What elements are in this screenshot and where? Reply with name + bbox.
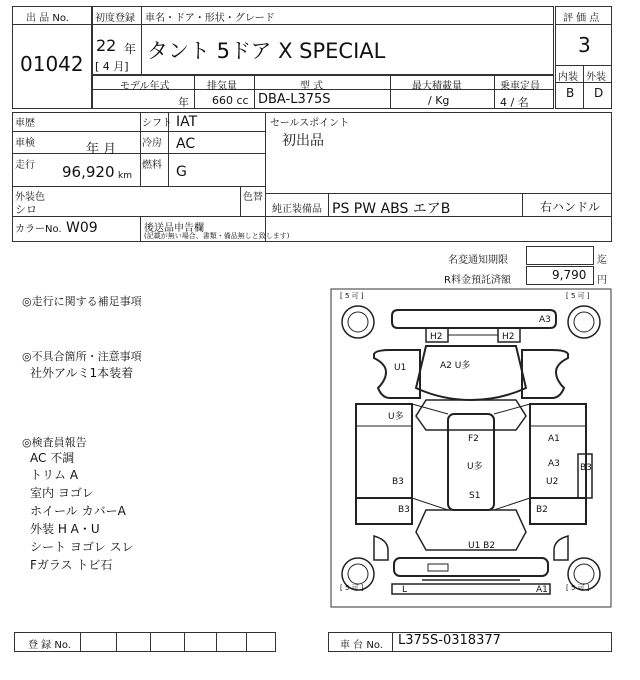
recycle-unit: 円 xyxy=(597,275,607,286)
inspector-line: ホイール カバーA xyxy=(30,504,126,518)
capacity-value: 4 / 名 xyxy=(500,96,529,109)
inspector-line: 外装 H A・U xyxy=(30,522,100,536)
chassis-number: L375S-0318377 xyxy=(398,633,501,648)
tire-condition-rear-left: [ 5 可 ] xyxy=(340,584,364,592)
color-value: シロ xyxy=(15,203,37,216)
year-unit: 年 xyxy=(124,42,137,56)
mark-roof-rear: S1 xyxy=(469,491,481,501)
tire-condition-front-left: [ 5 可 ] xyxy=(340,292,364,300)
inspector-line: 室内 ヨゴレ xyxy=(30,486,94,500)
max-load-value: / Kg xyxy=(428,94,450,107)
left-front-fender-outline xyxy=(374,350,420,398)
right-front-fender-outline xyxy=(522,350,568,398)
capacity-label: 乗車定員 xyxy=(500,81,540,92)
model-label: 型 式 xyxy=(300,81,324,92)
rear-step-outline xyxy=(392,584,550,594)
recycle-value: 9,790 xyxy=(552,268,587,282)
inspector-line: トリム A xyxy=(30,468,79,482)
mark-left-front-fender: U1 xyxy=(394,363,407,373)
grade-value: 3 xyxy=(578,33,591,57)
tire-front-left-icon xyxy=(342,306,374,338)
displacement-value: 660 cc xyxy=(212,94,249,107)
exterior-grade: D xyxy=(594,86,604,100)
mark-headlight-left: H2 xyxy=(430,332,443,342)
mileage-unit: km xyxy=(118,171,132,181)
repaint-label: 色替 xyxy=(243,192,263,203)
inspection-label: 車検 xyxy=(15,138,35,149)
mark-rear-bumper-right: A1 xyxy=(536,585,548,595)
color-no-value: W09 xyxy=(66,220,98,236)
model-year-label: モデル年式 xyxy=(120,81,170,92)
inspector-line: シート ヨゴレ スレ xyxy=(30,540,134,554)
inspection-value: 年 月 xyxy=(86,142,117,157)
deadline-label: 名変通知期限 xyxy=(448,255,508,266)
fuel-value: G xyxy=(176,164,187,180)
rear-plate-outline xyxy=(428,564,448,571)
ac-value: AC xyxy=(176,136,196,152)
lot-number-label: 出 品 No. xyxy=(26,13,69,24)
car-damage-diagram xyxy=(330,288,612,608)
defects-label: ◎不具合箇所・注意事項 xyxy=(22,350,142,363)
equipment-label: 純正装備品 xyxy=(272,204,322,215)
sales-point-label: セールスポイント xyxy=(270,118,350,129)
mark-left-rear-door: B3 xyxy=(392,477,404,487)
first-registration-month: [ 4 月] xyxy=(95,60,129,73)
mark-back-door: U1 B2 xyxy=(468,541,496,551)
model-year-unit: 年 xyxy=(178,96,189,109)
mark-headlight-right: H2 xyxy=(502,332,515,342)
mark-roof-mid: U多 xyxy=(467,462,483,472)
hood-outline xyxy=(416,346,526,400)
deadline-box xyxy=(526,246,594,265)
car-name-label: 車名・ドア・形状・グレード xyxy=(145,13,275,24)
post-doc-note: (記載が無い場合、書類・備品無しと致します) xyxy=(144,232,290,240)
history-label: 車歴 xyxy=(15,118,35,129)
mark-hood: A2 U多 xyxy=(440,361,471,371)
mark-front-bumper: A3 xyxy=(539,315,551,325)
grade-label: 評 価 点 xyxy=(563,13,600,24)
exterior-label: 外装 xyxy=(586,72,606,83)
mileage-value: 96,920 xyxy=(62,163,115,181)
mark-rear-bumper-left: L xyxy=(402,585,408,595)
rear-bumper-outline xyxy=(394,558,548,576)
car-name: タント 5ドア X SPECIAL xyxy=(147,39,386,63)
inspector-line: AC 不調 xyxy=(30,451,75,465)
recycle-label: R料金預託済額 xyxy=(444,275,511,286)
shift-value: IAT xyxy=(176,114,198,130)
ac-label: 冷房 xyxy=(142,138,162,149)
first-registration-year: 22 xyxy=(96,36,117,55)
sales-point-value: 初出品 xyxy=(282,133,324,149)
shift-label: シフト xyxy=(142,118,172,129)
mark-right-rear-door-u: U2 xyxy=(546,477,559,487)
inspector-label: ◎検査員報告 xyxy=(22,436,87,449)
steering-value: 右ハンドル xyxy=(540,200,601,214)
front-bumper-outline xyxy=(392,310,556,328)
chassis-number-label: 車 台 No. xyxy=(340,640,383,651)
displacement-label: 排気量 xyxy=(207,81,237,92)
mark-right-front-door: A1 xyxy=(548,434,560,444)
color-label: 外装色 xyxy=(15,192,45,203)
tire-front-right-icon xyxy=(568,306,600,338)
color-no-label: カラーNo. xyxy=(15,224,62,235)
model-code: DBA-L375S xyxy=(258,92,331,107)
equipment-value: PS PW ABS エアB xyxy=(332,201,451,217)
mark-right-rear-door-a: A3 xyxy=(548,459,560,469)
deadline-unit: 迄 xyxy=(597,255,607,266)
lot-number: 01042 xyxy=(20,52,84,76)
registration-number-label: 登 録 No. xyxy=(28,640,71,651)
defects-text: 社外アルミ1本装着 xyxy=(30,366,134,380)
fuel-label: 燃料 xyxy=(142,160,162,171)
mark-roof-front: F2 xyxy=(468,434,479,444)
driving-notes-label: ◎走行に関する補足事項 xyxy=(22,295,142,308)
first-registration-label: 初度登録 xyxy=(95,13,135,24)
mark-right-side-rear: B3 xyxy=(580,463,592,473)
tire-condition-rear-right: [ 5 可 ] xyxy=(566,584,590,592)
inspector-line: Fガラス トビ石 xyxy=(30,558,113,572)
interior-label: 内装 xyxy=(558,72,578,83)
mark-left-front-door: U多 xyxy=(388,412,404,422)
mark-right-rear-fender: B2 xyxy=(536,505,548,515)
mark-left-rear-fender: B3 xyxy=(398,505,410,515)
max-load-label: 最大積載量 xyxy=(412,81,462,92)
interior-grade: B xyxy=(566,86,575,100)
mileage-label: 走行 xyxy=(15,160,35,171)
post-doc-label: 後送品申告欄 xyxy=(144,223,204,234)
tire-condition-front-right: [ 5 可 ] xyxy=(566,292,590,300)
